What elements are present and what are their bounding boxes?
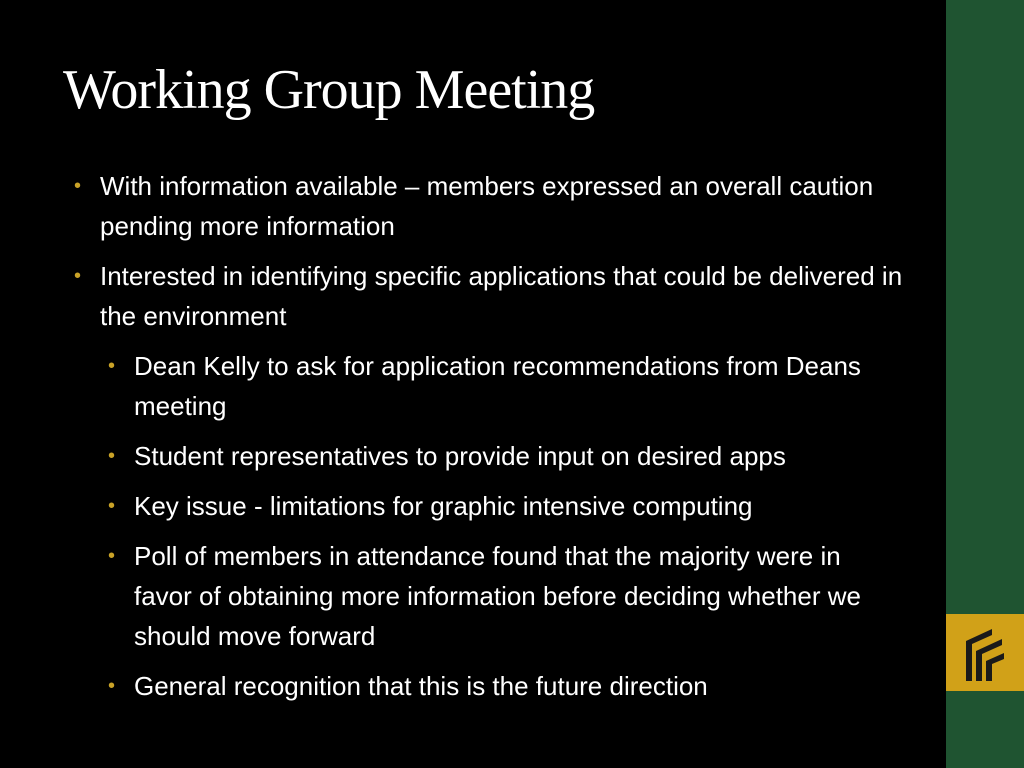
bullet-marker: •	[108, 445, 116, 467]
bullet-item	[74, 166, 904, 246]
university-logo-icon	[964, 621, 1006, 684]
bullet-marker: •	[108, 675, 116, 697]
sub-bullet-text: Student representatives to provide input on desired apps	[134, 441, 786, 471]
sub-bullet-item	[74, 666, 904, 706]
bullet-text: Interested in identifying specific applications that could be delivered in the environment	[100, 261, 903, 331]
bullet-marker: •	[108, 355, 116, 377]
sub-bullet-text: Key issue - limitations for graphic intensive computing	[134, 491, 753, 521]
bullet-marker: •	[108, 495, 116, 517]
sub-bullet-text: Dean Kelly to ask for application recommendations from Deans meeting	[134, 351, 861, 421]
bullet-text: With information available – members expressed an overall caution pending more information	[100, 171, 874, 241]
sub-bullet-item	[74, 436, 904, 476]
sub-bullet-item	[74, 486, 904, 526]
bullet-marker: •	[108, 545, 116, 567]
sub-bullet-item	[74, 536, 904, 656]
sub-bullet-text: Poll of members in attendance found that the majority were in favor of obtaining more information before deciding whether we should move forward	[134, 541, 861, 651]
bullet-marker: •	[74, 265, 82, 287]
bullet-item	[74, 256, 904, 336]
sub-bullet-text: General recognition that this is the future direction	[134, 671, 708, 701]
logo-box	[946, 614, 1024, 691]
sub-bullet-item	[74, 346, 904, 426]
bullet-marker: •	[74, 175, 82, 197]
slide-title: Working Group Meeting	[63, 59, 595, 121]
bullet-list	[74, 166, 904, 716]
